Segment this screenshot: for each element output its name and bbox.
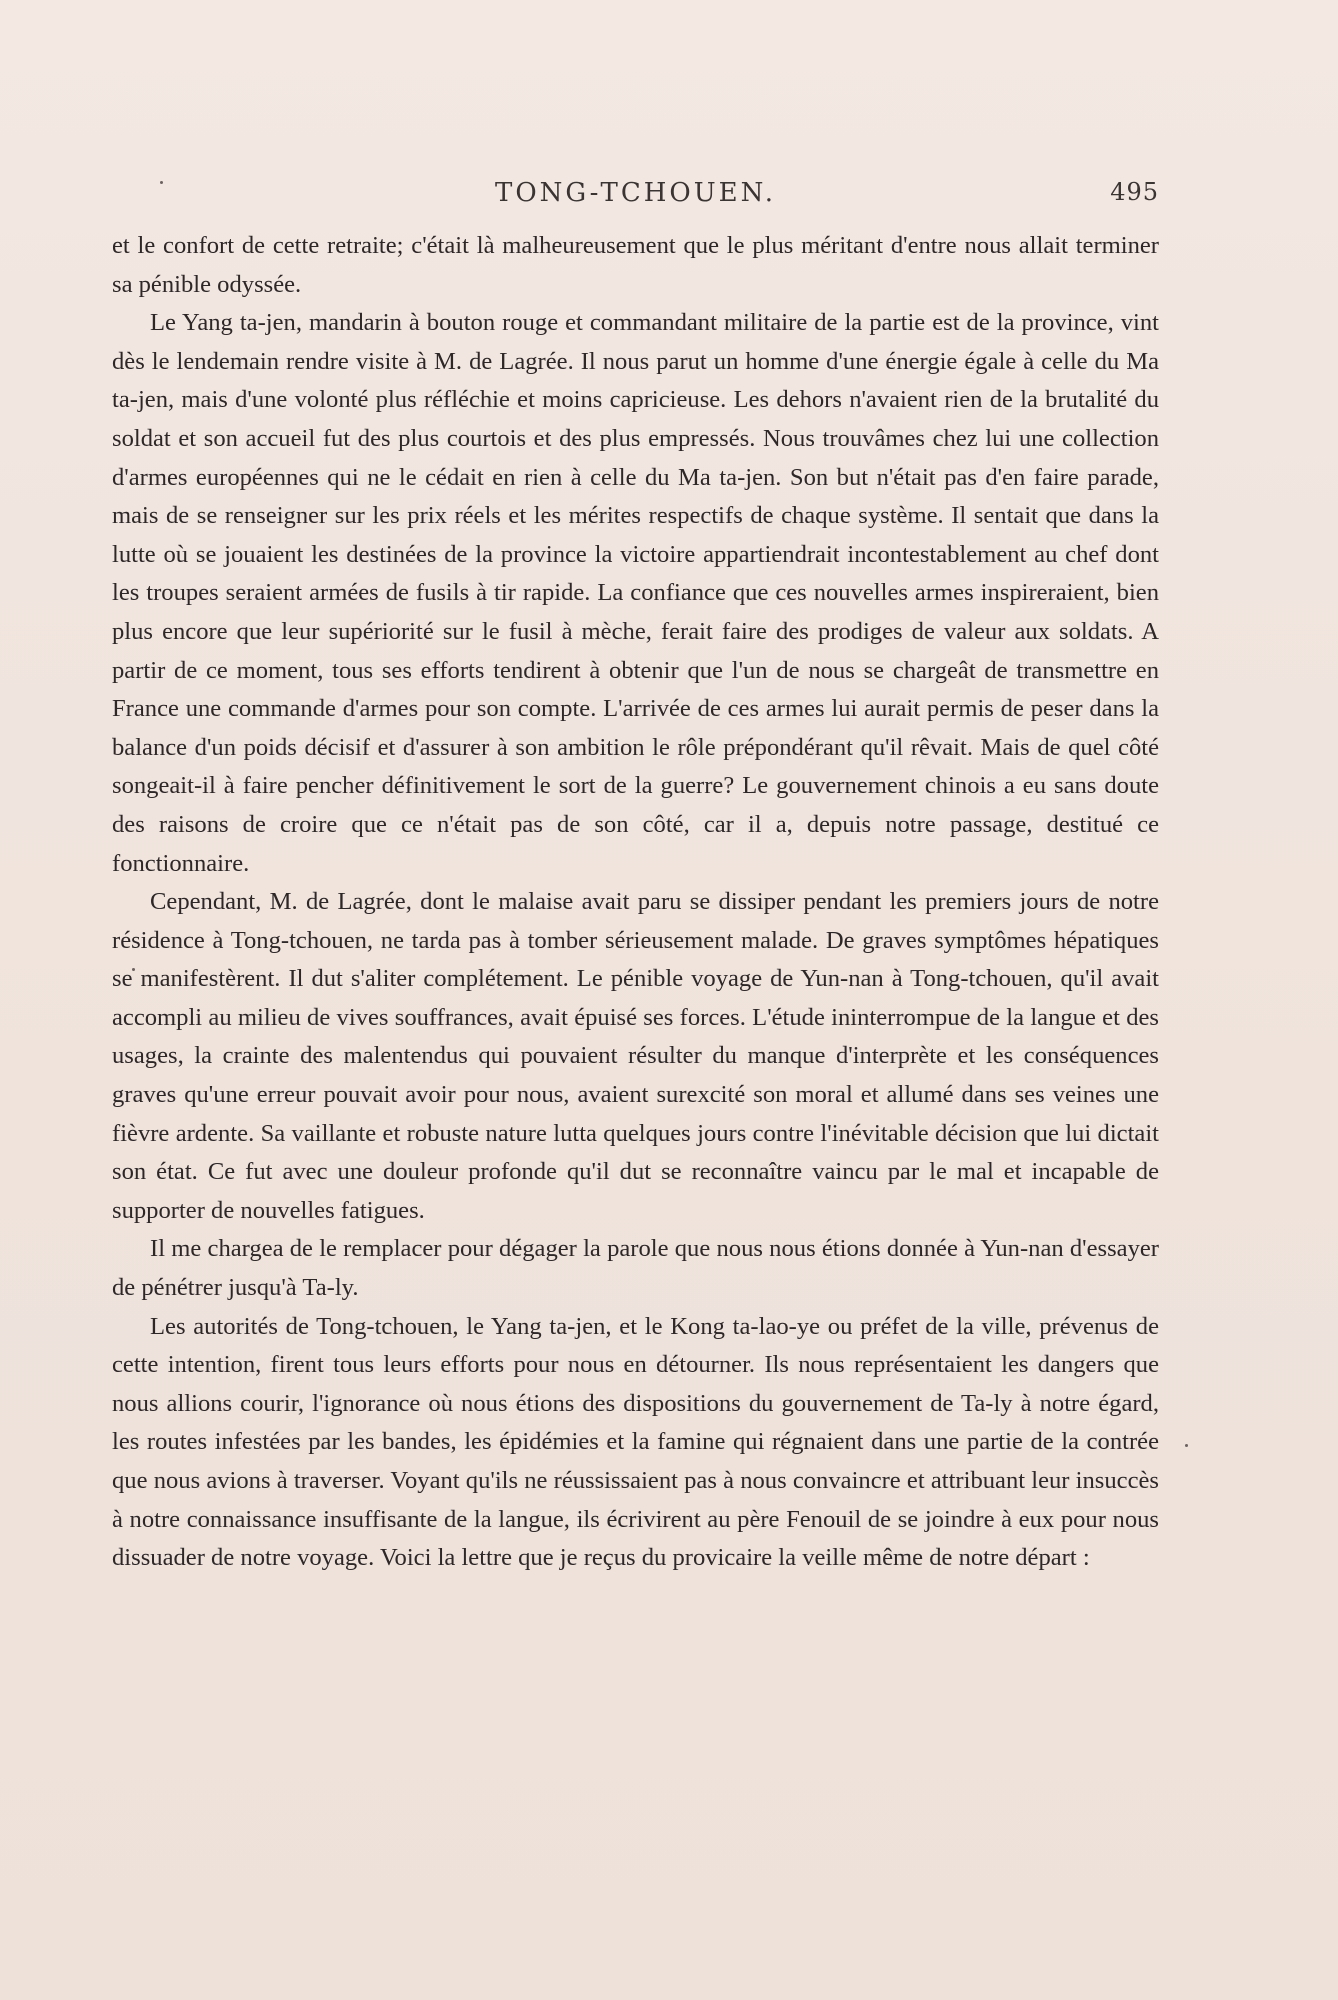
running-title: TONG-TCHOUEN. (495, 178, 776, 208)
page-number: 495 (1110, 178, 1159, 206)
paragraph-5: Les autorités de Tong-tchouen, le Yang ta-jen, et le Kong ta-lao-ye ou préfet de la ville, prévenus de cette intention, firent tous leurs efforts pour nous en détourner. Ils nous représentaient les dangers que nous allions courir, l'ignorance où nous étions des dispositions du gouvernement de Ta-ly à notre égard, les routes infestées par les bandes, les épidémies et la famine qui régnaient dans une partie de la contrée que nous avions à traverser. Voyant qu'ils ne réussissaient pas à nous convaincre et attribuant leur insuccès à notre connaissance insuffisante de la langue, ils écrivirent au père Fenouil de se joindre à eux pour nous dissuader de notre voyage. Voici la lettre que je reçus du provicaire la veille même de notre départ : (112, 1312, 1159, 1572)
page-header (112, 178, 1159, 214)
paragraph-3: Cependant, M. de Lagrée, dont le malaise avait paru se dissiper pendant les premiers jours de notre résidence à Tong-tchouen, ne tarda pas à tomber sérieusement malade. De graves symptômes hépatiques se manifestèrent. Il dut s'aliter complétement. Le pénible voyage de Yun-nan à Tong-tchouen, qu'il avait accompli au milieu de vives souffrances, avait épuisé ses forces. L'étude ininterrompue de la langue et des usages, la crainte des malentendus qui pouvaient résulter du manque d'interprète et les conséquences graves qu'une erreur pouvait avoir pour nous, avaient surexcité son moral et allumé dans ses veines une fièvre ardente. Sa vaillante et robuste nature lutta quelques jours contre l'inévitable décision que lui dictait son état. Ce fut avec une douleur profonde qu'il dut se reconnaître vaincu par le mal et incapable de supporter de nouvelles fatigues. (112, 888, 1159, 1224)
body-text (112, 227, 1159, 1578)
print-speck-right (1185, 1444, 1188, 1447)
paragraph-4: Il me chargea de le remplacer pour dégager la parole que nous nous étions donnée à Yun-nan d'essayer de pénétrer jusqu'à Ta-ly. (112, 1235, 1159, 1302)
paragraph-2: Le Yang ta-jen, mandarin à bouton rouge et commandant militaire de la partie est de la province, vint dès le lendemain rendre visite à M. de Lagrée. Il nous parut un homme d'une énergie égale à celle du Ma ta-jen, mais d'une volonté plus réfléchie et moins capricieuse. Les dehors n'avaient rien de la brutalité du soldat et son accueil fut des plus courtois et des plus empressés. Nous trouvâmes chez lui une collection d'armes européennes qui ne le cédait en rien à celle du Ma ta-jen. Son but n'était pas d'en faire parade, mais de se renseigner sur les prix réels et les mérites respectifs de chaque système. Il sentait que dans la lutte où se jouaient les destinées de la province la victoire appartiendrait incontestablement au chef dont les troupes seraient armées de fusils à tir rapide. La confiance que ces nouvelles armes inspireraient, bien plus encore que leur supériorité sur le fusil à mèche, ferait faire des prodiges de valeur aux soldats. A partir de ce moment, tous ses efforts tendirent à obtenir que l'un de nous se chargeât de transmettre en France une commande d'armes pour son compte. L'arrivée de ces armes lui aurait permis de peser dans la balance d'un poids décisif et d'assurer à son ambition le rôle prépondérant qu'il rêvait. Mais de quel côté songeait-il à faire pencher définitivement le sort de la guerre? Le gouvernement chinois a eu sans doute des raisons de croire que ce n'était pas de son côté, car il a, depuis notre passage, destitué ce fonctionnaire. (112, 309, 1159, 877)
paragraph-1: et le confort de cette retraite; c'était là malheureusement que le plus méritant d'entre nous allait terminer sa pénible odyssée. (112, 232, 1159, 298)
